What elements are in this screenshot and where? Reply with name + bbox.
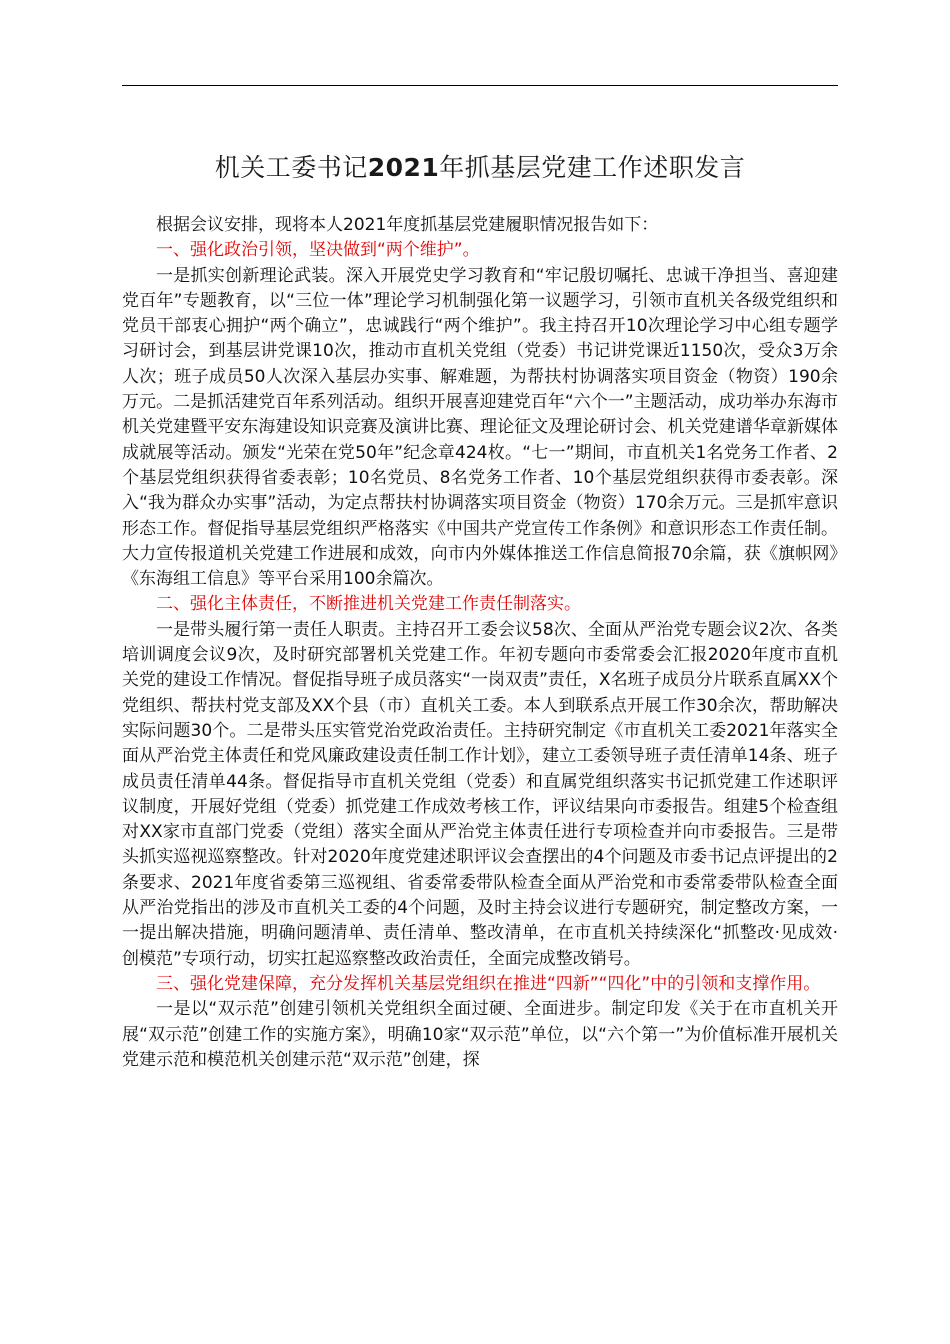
document-title xyxy=(122,150,838,186)
document-body xyxy=(122,213,838,1073)
paragraph-section-3: 一是以“双示范”创建引领机关党组织全面过硬、全面进步。制定印发《关于在市直机关开展“双示范”创建工作的实施方案》，明确10家“双示范”单位，以“六个第一”为价值标准开展机关党建示范和模范机关创建示范“双示范”创建，探 xyxy=(122,999,838,1070)
title-year: 2021 xyxy=(367,153,440,182)
paragraph-section-2: 一是带头履行第一责任人职责。主持召开工委会议58次、全面从严治党专题会议2次、各类培训调度会议9次，及时研究部署机关党建工作。年初专题向市委常委会汇报2020年度市直机关党的建设工作情况。督促指导班子成员落实“一岗双责”责任，X名班子成员分片联系直属XX个党组织、帮扶村党支部及XX个县（市）直机关工委。本人到联系点开展工作30余次，帮助解决实际问题30个。二是带头压实管党治党政治责任。主持研究制定《市直机关工委2021年落实全面从严治党主体责任和党风廉政建设责任制工作计划》，建立工委领导班子责任清单14条、班子成员责任清单44条。督促指导市直机关党组（党委）和直属党组织落实书记抓党建工作述职评议制度，开展好党组（党委）抓党建工作成效考核工作，评议结果向市委报告。组建5个检查组对XX家市直部门党委（党组）落实全面从严治党主体责任进行专项检查并向市委报告。三是带头抓实巡视巡察整改。针对2020年度党建述职评议会查摆出的4个问题及市委书记点评提出的2条要求、2021年度省委第三巡视组、省委常委带队检查全面从严治党和市委常委带队检查全面从严治党指出的涉及市直机关工委的4个问题，及时主持会议进行专题研究，制定整改方案，一一提出解决措施，明确问题清单、责任清单、整改清单，在市直机关持续深化“抓整改·见成效·创模范”专项行动，切实扛起巡察整改政治责任，全面完成整改销号。 xyxy=(122,619,838,969)
paragraph-section-1: 一是抓实创新理论武装。深入开展党史学习教育和“牢记殷切嘱托、忠诚干净担当、喜迎建党百年”专题教育，以“三位一体”理论学习机制强化第一议题学习，引领市直机关各级党组织和党员干部衷心拥护“两个确立”，忠诚践行“两个维护”。我主持召开10次理论学习中心组专题学习研讨会，到基层讲党课10次，推动市直机关党组（党委）书记讲党课近1150次，受众3万余人次；班子成员50人次深入基层办实事、解难题，为帮扶村协调落实项目资金（物资）190余万元。二是抓活建党百年系列活动。组织开展喜迎建党百年“六个一”主题活动，成功举办东海市机关党建暨平安东海建设知识竞赛及演讲比赛、理论征文及理论研讨会、机关党建谱华章新媒体成就展等活动。颁发“光荣在党50年”纪念章424枚。“七一”期间，市直机关1名党务工作者、2个基层党组织获得省委表彰；10名党员、8名党务工作者、10个基层党组织获得市委表彰。深入“我为群众办实事”活动，为定点帮扶村协调落实项目资金（物资）170余万元。三是抓牢意识形态工作。督促指导基层党组织严格落实《中国共产党宣传工作条例》和意识形态工作责任制。大力宣传报道机关党建工作进展和成效，向市内外媒体推送工作信息简报70余篇，获《旗帜网》《东海组工信息》等平台采用100余篇次。 xyxy=(122,265,838,590)
header-rule xyxy=(122,85,838,86)
section-heading-2: 二、强化主体责任，不断推进机关党建工作责任制落实。 xyxy=(156,594,581,615)
title-suffix: 年抓基层党建工作述职发言 xyxy=(439,153,746,182)
section-heading-3: 三、强化党建保障，充分发挥机关基层党组织在推进“四新”“四化”中的引领和支撑作用。 xyxy=(156,973,821,994)
section-heading-1: 一、强化政治引领，坚决做到“两个维护”。 xyxy=(156,240,480,261)
paragraph-intro: 根据会议安排，现将本人2021年度抓基层党建履职情况报告如下： xyxy=(156,215,659,235)
title-prefix: 机关工委书记 xyxy=(214,153,368,182)
